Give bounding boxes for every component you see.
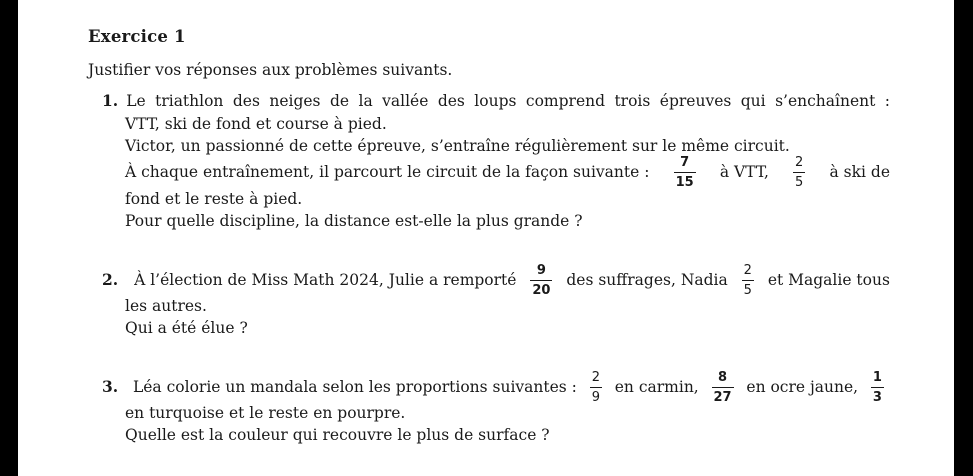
fraction-2-9: $\frac{2}{9}$: [591, 369, 600, 405]
fraction-2-5-b: $\frac{2}{5}$: [743, 262, 752, 298]
exercise-title: Exercice 1: [88, 27, 186, 46]
problem-3-text-1a: Léa colorie un mandala selon les proportions suivantes :: [132, 378, 577, 396]
problem-1-line-3: Victor, un passionné de cette épreuve, s’entraîne régulièrement sur le même circuit.: [125, 137, 790, 155]
problem-1-question: Pour quelle discipline, la distance est-elle la plus grande ?: [125, 212, 583, 230]
problem-3-text-1c: en ocre jaune,: [746, 378, 859, 396]
problem-2-text-1c: et Magalie tous: [767, 271, 890, 289]
problem-1-text-4c: à ski de: [829, 163, 890, 181]
problem-1-line-2: VTT, ski de fond et course à pied.: [125, 115, 387, 133]
fraction-8-27: $\frac{8}{27}$: [713, 369, 732, 405]
instructions: Justifier vos réponses aux problèmes suivants.: [88, 61, 453, 79]
problem-3-text-1b: en carmin,: [614, 378, 699, 396]
problem-2-line-1: [102, 260, 890, 300]
problem-1-text-1: Le triathlon des neiges de la vallée des loups comprend trois épreuves qui s’enchaînent :: [126, 92, 890, 110]
fraction-7-15: $\frac{7}{15}$: [675, 154, 694, 190]
fraction-1-3: $\frac{1}{3}$: [872, 369, 882, 405]
fraction-9-20: $\frac{9}{20}$: [532, 262, 551, 298]
problem-2-question: Qui a été élue ?: [125, 319, 248, 337]
problem-1-number: 1.: [102, 91, 119, 110]
problem-1-line-1: [102, 91, 890, 111]
problem-3-line-2: en turquoise et le reste en pourpre.: [125, 404, 406, 422]
fraction-2-5: $\frac{2}{5}$: [795, 154, 804, 190]
problem-2-number: 2.: [102, 270, 119, 289]
problem-1-text-4b: à VTT,: [719, 163, 769, 181]
problem-2-text-1a: À l’élection de Miss Math 2024, Julie a remporté: [134, 271, 517, 289]
problem-1-text-4a: À chaque entraînement, il parcourt le circuit de la façon suivante :: [125, 163, 650, 181]
problem-3-question: Quelle est la couleur qui recouvre le plus de surface ?: [125, 426, 550, 444]
problem-1-line-5: fond et le reste à pied.: [125, 190, 303, 208]
problem-1-line-4: [125, 152, 890, 192]
problem-2-line-2: les autres.: [125, 297, 207, 315]
problem-2-text-1b: des suffrages, Nadia: [566, 271, 728, 289]
problem-3-number: 3.: [102, 377, 119, 396]
document-page: [18, 0, 954, 476]
problem-3-line-1: [102, 367, 890, 407]
